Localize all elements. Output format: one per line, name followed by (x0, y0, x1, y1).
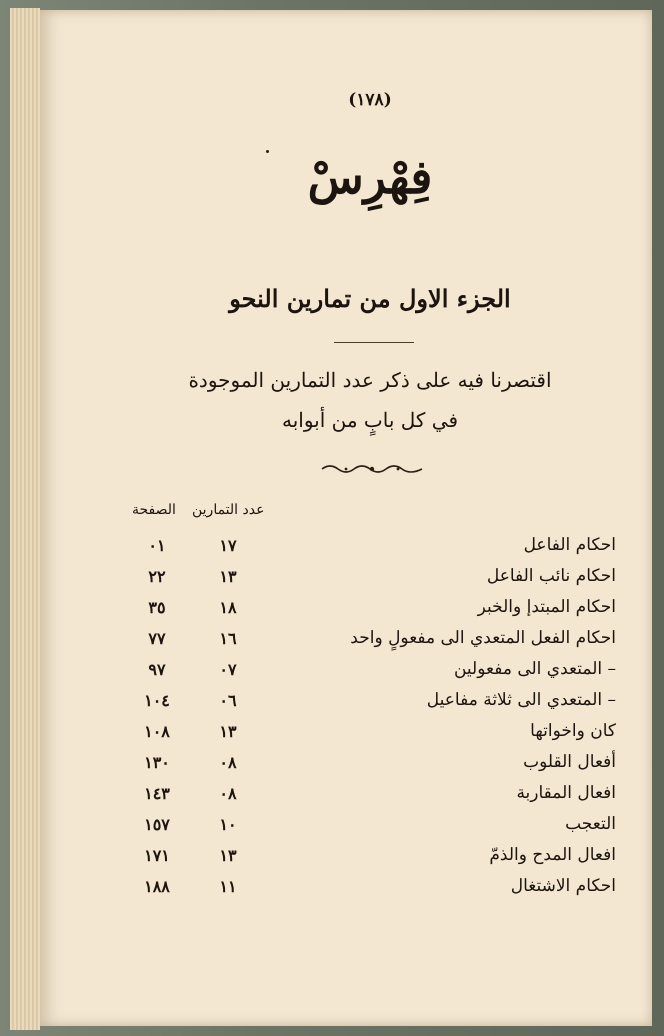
toc-exercise-count: ١١ (219, 877, 237, 896)
toc-page-number: ١٤٣ (144, 784, 170, 803)
toc-exercise-count: ٠٨ (219, 784, 237, 803)
toc-row (40, 685, 652, 716)
toc-topic: احكام نائب الفاعل (486, 566, 616, 586)
toc-exercise-count: ١٣ (219, 722, 237, 741)
table-of-contents (40, 530, 652, 902)
toc-row (40, 530, 652, 561)
toc-topic: التعجب (565, 814, 616, 834)
toc-exercise-count: ١٨ (219, 598, 237, 617)
toc-topic: – المتعدي الى ثلاثة مفاعيل (426, 690, 616, 710)
page-subtitle: الجزء الاول من تمارين النحو (229, 284, 511, 313)
toc-page-number: ٣٥ (148, 598, 166, 617)
book-page (40, 10, 652, 1026)
page-edges (10, 8, 40, 1030)
toc-topic: احكام الفاعل (523, 535, 616, 555)
toc-topic: احكام المبتدإ والخبر (477, 597, 616, 617)
toc-page-number: ٢٢ (148, 567, 166, 586)
toc-row (40, 871, 652, 902)
toc-topic: احكام الاشتغال (510, 876, 616, 896)
toc-exercise-count: ٠٧ (219, 660, 237, 679)
toc-page-number: ١٥٧ (144, 815, 170, 834)
toc-topic: كان واخواتها (530, 721, 616, 741)
toc-page-number: ٧٧ (148, 629, 166, 648)
column-header-count: عدد التمارين (192, 502, 265, 518)
divider-rule (334, 342, 414, 343)
intro-line-2: في كل بابٍ من أبوابه (281, 408, 459, 432)
ornament-divider (320, 462, 424, 476)
page-number: (١٧٨) (348, 90, 392, 110)
toc-row (40, 778, 652, 809)
toc-exercise-count: ١٠ (219, 815, 237, 834)
toc-row (40, 840, 652, 871)
toc-row (40, 561, 652, 592)
page-title: فِهْرِسْ (307, 150, 433, 204)
toc-topic: افعال المقاربة (516, 783, 616, 803)
toc-exercise-count: ٠٦ (219, 691, 237, 710)
toc-exercise-count: ١٦ (219, 629, 237, 648)
toc-page-number: ١٣٠ (144, 753, 170, 772)
toc-page-number: ١٠٨ (144, 722, 170, 741)
column-header-page: الصفحة (132, 502, 176, 518)
toc-row (40, 654, 652, 685)
toc-topic: – المتعدي الى مفعولين (453, 659, 616, 679)
toc-row (40, 592, 652, 623)
toc-topic: أفعال القلوب (523, 752, 616, 772)
toc-page-number: ٠١ (148, 536, 166, 555)
toc-page-number: ١٨٨ (144, 877, 170, 896)
toc-topic: افعال المدح والذمّ (489, 845, 616, 865)
toc-exercise-count: ٠٨ (219, 753, 237, 772)
toc-page-number: ٩٧ (148, 660, 166, 679)
toc-exercise-count: ١٣ (219, 567, 237, 586)
toc-page-number: ١٧١ (144, 846, 170, 865)
toc-row (40, 809, 652, 840)
toc-exercise-count: ١٣ (219, 846, 237, 865)
toc-exercise-count: ١٧ (219, 536, 237, 555)
toc-topic: احكام الفعل المتعدي الى مفعولٍ واحد (350, 628, 616, 648)
intro-line-1: اقتصرنا فيه على ذكر عدد التمارين الموجودة (188, 368, 552, 392)
toc-row (40, 747, 652, 778)
toc-row (40, 623, 652, 654)
toc-page-number: ١٠٤ (144, 691, 170, 710)
toc-row (40, 716, 652, 747)
